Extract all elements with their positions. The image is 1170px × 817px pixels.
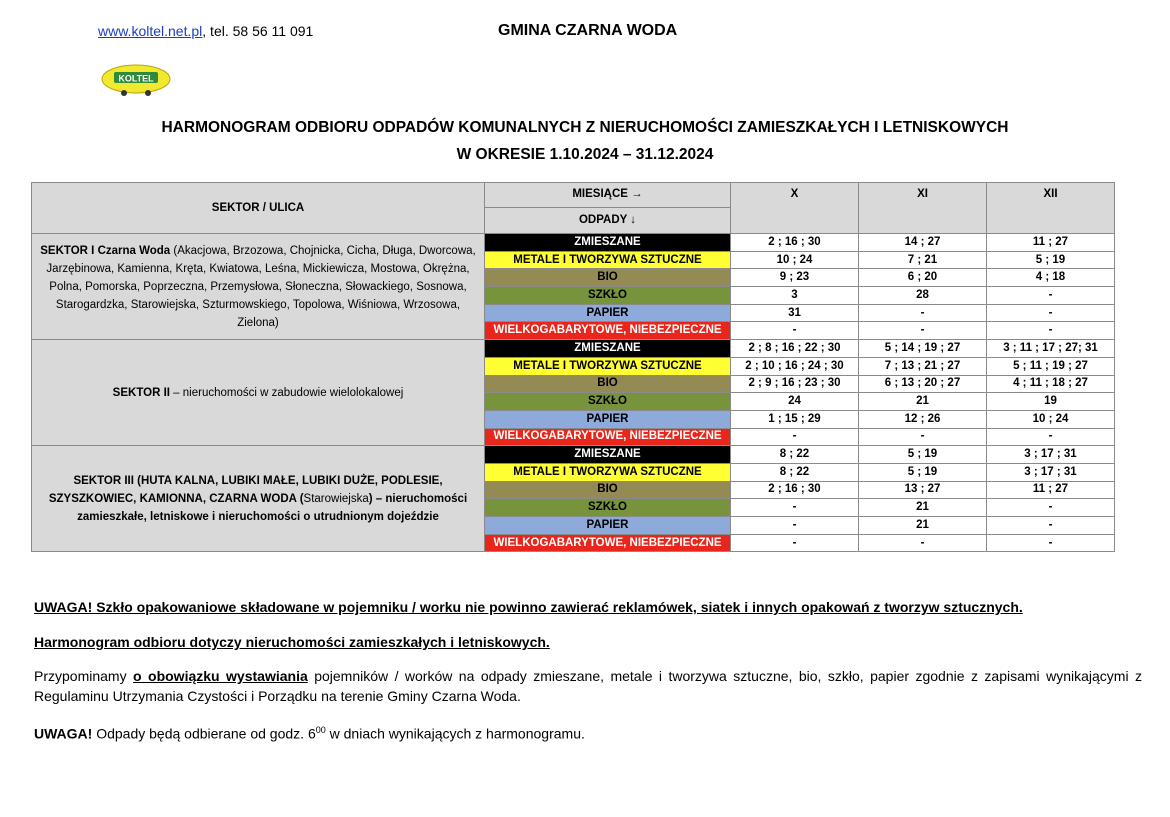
waste-type-glass: SZKŁO: [485, 287, 731, 305]
waste-type-mixed: ZMIESZANE: [485, 446, 731, 464]
note-glass-warning: UWAGA! Szkło opakowaniowe składowane w pojemniku / worku nie powinno zawierać reklamówek, siatek i innych opakowań z tworzyw sztucznych.: [34, 599, 1023, 615]
pickup-dates-xi: 6 ; 20: [859, 269, 987, 287]
pickup-dates-x: -: [731, 428, 859, 446]
waste-type-metal-plastic: METALE I TWORZYWA SZTUCZNE: [485, 357, 731, 375]
note-reminder: [34, 666, 1142, 706]
header-month-x: X: [731, 183, 859, 234]
table-row: [32, 234, 1115, 252]
pickup-dates-x: 8 ; 22: [731, 446, 859, 464]
waste-type-paper: PAPIER: [485, 517, 731, 535]
logo-text: KOLTEL: [118, 73, 154, 84]
pickup-dates-x: 24: [731, 393, 859, 411]
pickup-dates-xii: 11 ; 27: [987, 481, 1115, 499]
header-waste: ODPADY ↓: [485, 207, 731, 233]
waste-type-bulky-hazardous: WIELKOGABARYTOWE, NIEBEZPIECZNE: [485, 428, 731, 446]
pickup-dates-x: 1 ; 15 ; 29: [731, 410, 859, 428]
pickup-dates-xi: 6 ; 13 ; 20 ; 27: [859, 375, 987, 393]
pickup-dates-xi: 28: [859, 287, 987, 305]
pickup-dates-xi: 21: [859, 517, 987, 535]
pickup-dates-xii: 5 ; 19: [987, 251, 1115, 269]
sector-name: SEKTOR III (HUTA KALNA, LUBIKI MAŁE, LUBIKI DUŻE, PODLESIE, SZYSZKOWIEC, KAMIONNA, CZARNA WODA (: [48, 474, 443, 505]
note-reminder-emphasis: o obowiązku wystawiania: [133, 668, 308, 684]
sector-streets: Starowiejska: [303, 492, 369, 505]
pickup-dates-x: 3: [731, 287, 859, 305]
gmina-title: GMINA CZARNA WODA: [498, 22, 678, 39]
waste-type-mixed: ZMIESZANE: [485, 340, 731, 358]
waste-type-bio: BIO: [485, 481, 731, 499]
pickup-dates-xii: 3 ; 11 ; 17 ; 27; 31: [987, 340, 1115, 358]
waste-type-glass: SZKŁO: [485, 499, 731, 517]
pickup-dates-x: 10 ; 24: [731, 251, 859, 269]
pickup-dates-xi: 13 ; 27: [859, 481, 987, 499]
pickup-dates-x: -: [731, 499, 859, 517]
document-period: W OKRESIE 1.10.2024 – 31.12.2024: [456, 146, 714, 163]
waste-type-paper: PAPIER: [485, 410, 731, 428]
pickup-dates-x: 2 ; 16 ; 30: [731, 234, 859, 252]
pickup-dates-xii: 4 ; 18: [987, 269, 1115, 287]
pickup-dates-x: -: [731, 322, 859, 340]
note-scope: Harmonogram odbioru dotyczy nieruchomości zamieszkałych i letniskowych.: [34, 634, 550, 650]
sector-streets: – nieruchomości w zabudowie wielolokalowej: [169, 386, 404, 399]
pickup-dates-xi: 21: [859, 499, 987, 517]
pickup-dates-xii: -: [987, 287, 1115, 305]
waste-type-metal-plastic: METALE I TWORZYWA SZTUCZNE: [485, 463, 731, 481]
note-reminder-start: Przypominamy: [34, 668, 134, 684]
pickup-dates-xii: 3 ; 17 ; 31: [987, 446, 1115, 464]
pickup-dates-x: 8 ; 22: [731, 463, 859, 481]
sector-2-description: [32, 340, 485, 446]
pickup-dates-xii: -: [987, 534, 1115, 552]
sector-note: ) – nieruchomości zamieszkałe, letniskowe i nieruchomości o utrudnionym dojeździe: [77, 492, 468, 523]
pickup-dates-xi: 7 ; 13 ; 21 ; 27: [859, 357, 987, 375]
waste-type-glass: SZKŁO: [485, 393, 731, 411]
pickup-dates-xi: -: [859, 322, 987, 340]
pickup-dates-xi: 7 ; 21: [859, 251, 987, 269]
note-pickup-time: [34, 720, 1142, 744]
header-sector: SEKTOR / ULICA: [32, 183, 485, 234]
pickup-dates-xi: -: [859, 428, 987, 446]
waste-type-bulky-hazardous: WIELKOGABARYTOWE, NIEBEZPIECZNE: [485, 534, 731, 552]
waste-type-bulky-hazardous: WIELKOGABARYTOWE, NIEBEZPIECZNE: [485, 322, 731, 340]
note-pickup-text: Odpady będą odbierane od godz. 6: [92, 725, 316, 742]
table-row: [32, 446, 1115, 464]
header-month-xii: XII: [987, 183, 1115, 234]
waste-type-bio: BIO: [485, 375, 731, 393]
sector-name: SEKTOR II: [112, 386, 170, 399]
note-reminder-end: pojemników / worków na odpady zmieszane, metale i tworzywa sztuczne, bio, szkło, papier zgodnie z zapisami wynikającymi z Regulaminu Utrzymania Czystości i Porządku na terenie Gminy Czarna Woda.: [34, 668, 1143, 704]
document-title: HARMONOGRAM ODBIORU ODPADÓW KOMUNALNYCH Z NIERUCHOMOŚCI ZAMIESZKAŁYCH I LETNISKOWYCH: [161, 119, 1009, 136]
table-row: [32, 340, 1115, 358]
pickup-dates-x: 2 ; 16 ; 30: [731, 481, 859, 499]
pickup-dates-xii: 11 ; 27: [987, 234, 1115, 252]
pickup-dates-xi: -: [859, 534, 987, 552]
sector-streets: (Akacjowa, Brzozowa, Chojnicka, Cicha, Długa, Dworcowa, Jarzębinowa, Kamienna, Kręta, Kwiatowa, Leśna, Mickiewicza, Mostowa, Okrężna, Polna, Pomorska, Poprzeczna, Przemysłowa, Słoneczna, Słowackiego, Sosnowa, Starogardzka, Starowiejska, Szturmowskiego, Topolowa, Wiśniowa, Wrzosowa, Zielona): [46, 244, 476, 329]
pickup-dates-x: 31: [731, 304, 859, 322]
waste-type-metal-plastic: METALE I TWORZYWA SZTUCZNE: [485, 251, 731, 269]
pickup-dates-xii: -: [987, 517, 1115, 535]
pickup-dates-xi: 12 ; 26: [859, 410, 987, 428]
sector-name: SEKTOR I Czarna Woda: [40, 244, 171, 257]
schedule-table: [31, 182, 1115, 552]
pickup-dates-xii: 3 ; 17 ; 31: [987, 463, 1115, 481]
note-pickup-end: w dniach wynikających z harmonogramu.: [325, 725, 585, 742]
sector-1-description: [32, 234, 485, 340]
pickup-dates-xii: 5 ; 11 ; 19 ; 27: [987, 357, 1115, 375]
pickup-dates-x: -: [731, 517, 859, 535]
sector-3-description: [32, 446, 485, 552]
website-link[interactable]: www.koltel.net.pl: [98, 23, 203, 39]
header-month-xi: XI: [859, 183, 987, 234]
pickup-dates-xi: -: [859, 304, 987, 322]
pickup-dates-x: -: [731, 534, 859, 552]
header-contact: [98, 23, 313, 39]
pickup-dates-xii: -: [987, 428, 1115, 446]
pickup-dates-x: 9 ; 23: [731, 269, 859, 287]
pickup-dates-x: 2 ; 10 ; 16 ; 24 ; 30: [731, 357, 859, 375]
pickup-dates-x: 2 ; 9 ; 16 ; 23 ; 30: [731, 375, 859, 393]
pickup-dates-xi: 5 ; 19: [859, 446, 987, 464]
phone-text: , tel. 58 56 11 091: [202, 23, 314, 39]
header-months: MIESIĄCE →: [485, 183, 731, 208]
note-pickup-warning: UWAGA!: [34, 725, 93, 742]
pickup-dates-xii: 4 ; 11 ; 18 ; 27: [987, 375, 1115, 393]
pickup-dates-xi: 5 ; 19: [859, 463, 987, 481]
waste-type-mixed: ZMIESZANE: [485, 234, 731, 252]
pickup-dates-xi: 5 ; 14 ; 19 ; 27: [859, 340, 987, 358]
pickup-dates-x: 2 ; 8 ; 16 ; 22 ; 30: [731, 340, 859, 358]
note-pickup-minutes: 00: [315, 725, 326, 735]
pickup-dates-xii: -: [987, 499, 1115, 517]
pickup-dates-xii: 19: [987, 393, 1115, 411]
waste-type-paper: PAPIER: [485, 304, 731, 322]
pickup-dates-xi: 21: [859, 393, 987, 411]
pickup-dates-xii: -: [987, 322, 1115, 340]
koltel-logo: [100, 62, 172, 98]
pickup-dates-xi: 14 ; 27: [859, 234, 987, 252]
pickup-dates-xii: 10 ; 24: [987, 410, 1115, 428]
waste-type-bio: BIO: [485, 269, 731, 287]
pickup-dates-xii: -: [987, 304, 1115, 322]
